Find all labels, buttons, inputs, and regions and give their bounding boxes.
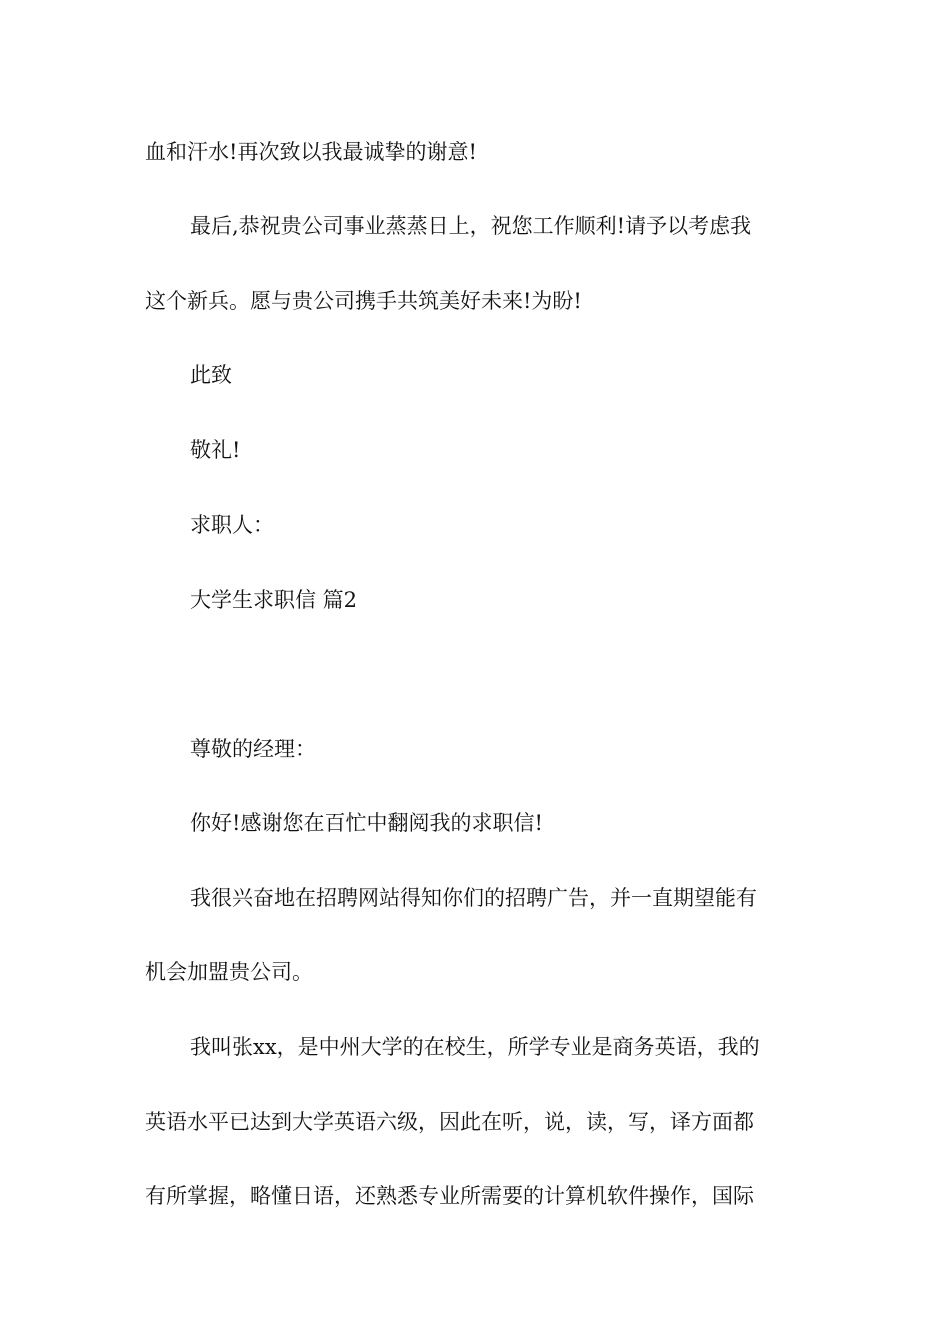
paragraph-line: 你好!感谢您在百忙中翻阅我的求职信! xyxy=(190,811,543,835)
section-heading: 大学生求职信 篇2 xyxy=(190,588,358,612)
paragraph-line: 我很兴奋地在招聘网站得知你们的招聘广告，并一直期望能有 xyxy=(190,886,757,910)
paragraph-line: 我叫张xx，是中州大学的在校生，所学专业是商务英语，我的 xyxy=(190,1035,760,1059)
salutation-line: 敬礼! xyxy=(190,438,241,462)
paragraph-line: 血和汗水!再次致以我最诚挚的谢意! xyxy=(145,140,477,164)
paragraph-line: 英语水平已达到大学英语六级，因此在听，说，读，写，译方面都 xyxy=(145,1110,754,1134)
signature-line: 求职人： xyxy=(190,513,274,537)
paragraph-line: 最后,恭祝贵公司事业蒸蒸日上，祝您工作顺利!请予以考虑我 xyxy=(190,214,752,238)
paragraph-line: 有所掌握，略懂日语，还熟悉专业所需要的计算机软件操作，国际 xyxy=(145,1184,754,1208)
paragraph-line: 机会加盟贵公司。 xyxy=(145,960,313,984)
closing-line: 此致 xyxy=(190,363,232,387)
paragraph-line: 这个新兵。愿与贵公司携手共筑美好未来!为盼! xyxy=(145,289,582,313)
greeting-line: 尊敬的经理： xyxy=(190,737,316,761)
